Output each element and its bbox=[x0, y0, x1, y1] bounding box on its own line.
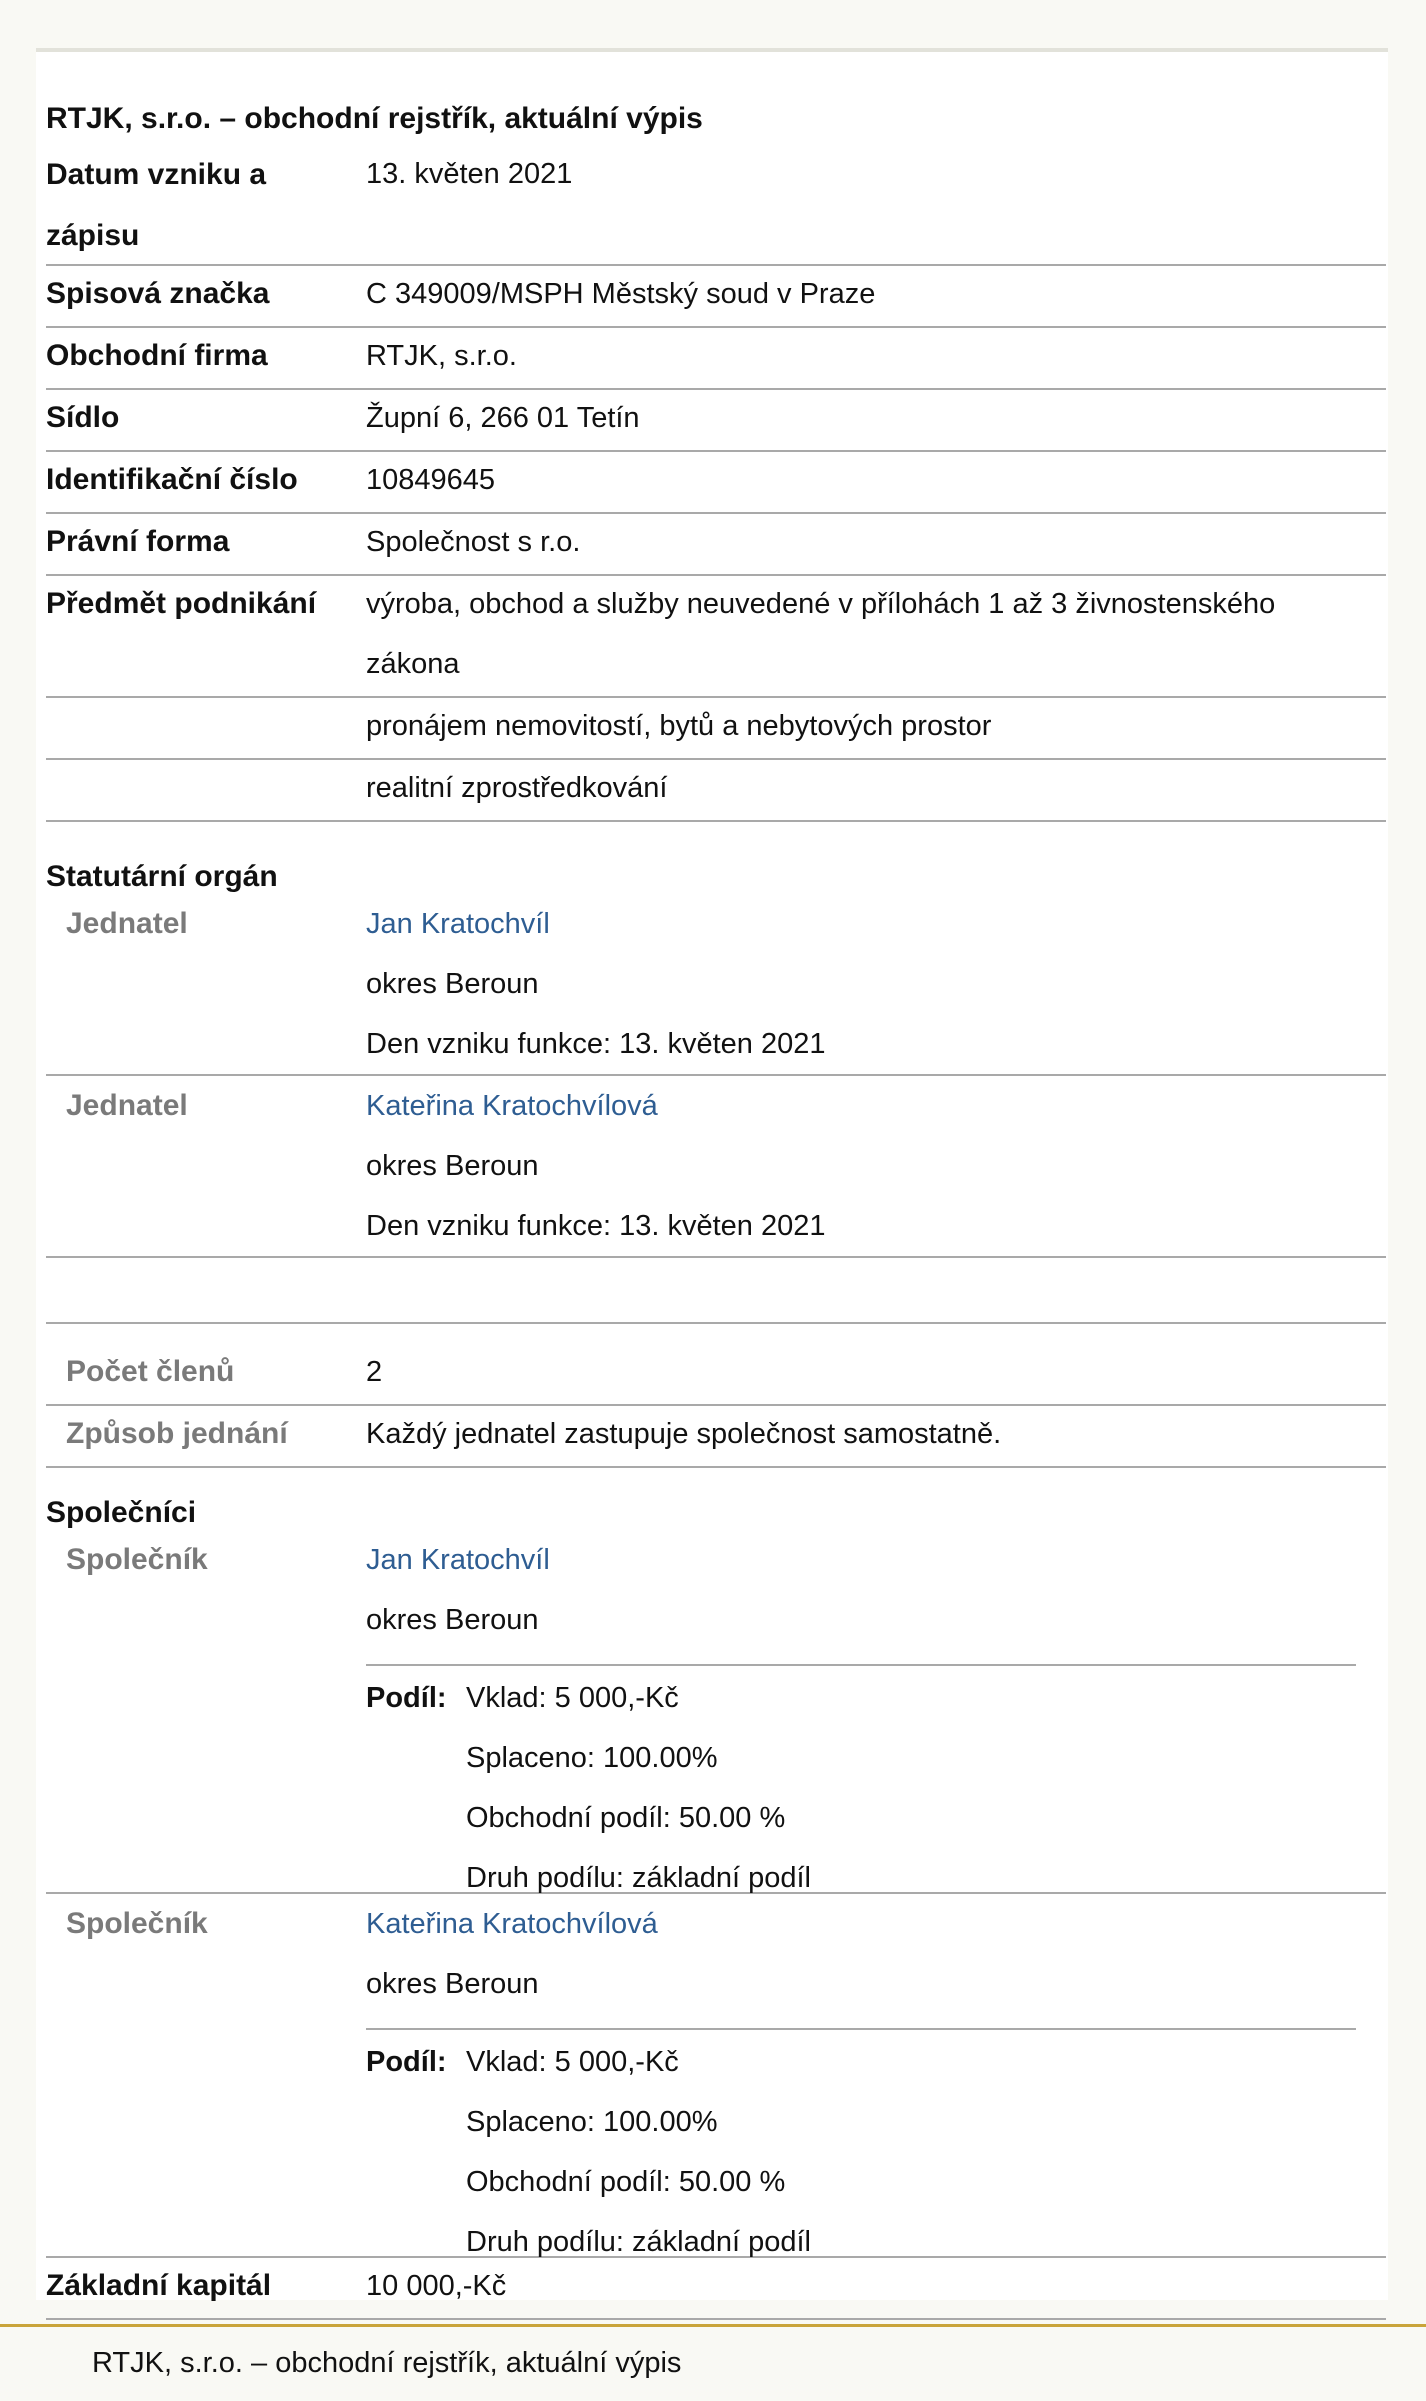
value-kapital: 10 000,-Kč bbox=[366, 2270, 507, 2302]
role-label: Jednatel bbox=[66, 907, 188, 940]
value-pocet: 2 bbox=[366, 1356, 383, 1388]
row-predmet-2 bbox=[46, 696, 1386, 760]
value-sidlo: Župní 6, 266 01 Tetín bbox=[366, 402, 640, 434]
role-label: Společník bbox=[66, 1543, 208, 1576]
podil-obchodni: Obchodní podíl: 50.00 % bbox=[466, 2166, 786, 2198]
row-pocet bbox=[46, 1342, 1386, 1406]
statutarni-member-1 bbox=[46, 894, 1386, 1076]
member-name-link[interactable]: Jan Kratochvíl bbox=[366, 1544, 550, 1576]
member-name-link[interactable]: Kateřina Kratochvílová bbox=[366, 1908, 658, 1940]
role-label: Společník bbox=[66, 1907, 208, 1940]
member-place: okres Beroun bbox=[366, 968, 539, 1000]
member-place: okres Beroun bbox=[366, 1604, 539, 1636]
value-predmet-2: pronájem nemovitostí, bytů a nebytových prostor bbox=[366, 710, 992, 742]
label-pocet: Počet členů bbox=[66, 1355, 235, 1388]
member-since: Den vzniku funkce: 13. květen 2021 bbox=[366, 1210, 826, 1242]
row-predmet-3 bbox=[46, 758, 1386, 822]
label-datum: Datum vzniku a zápisu bbox=[46, 158, 267, 252]
label-kapital: Základní kapitál bbox=[46, 2269, 272, 2302]
label-firma: Obchodní firma bbox=[46, 339, 268, 372]
member-name-link[interactable]: Jan Kratochvíl bbox=[366, 908, 550, 940]
row-kapital bbox=[46, 2256, 1386, 2320]
label-zpusob: Způsob jednání bbox=[66, 1417, 288, 1450]
podil-druh: Druh podílu: základní podíl bbox=[466, 1862, 811, 1894]
section-statutarni: Statutární orgán bbox=[46, 860, 278, 893]
podil-divider bbox=[366, 2028, 1356, 2030]
value-spisova: C 349009/MSPH Městský soud v Praze bbox=[366, 278, 876, 310]
spolecnik-2 bbox=[46, 1894, 1386, 2258]
page-title: RTJK, s.r.o. – obchodní rejstřík, aktuální výpis bbox=[46, 102, 703, 135]
value-forma: Společnost s r.o. bbox=[366, 526, 581, 558]
podil-splaceno: Splaceno: 100.00% bbox=[466, 2106, 718, 2138]
label-spisova: Spisová značka bbox=[46, 277, 270, 310]
section-spolecnici: Společníci bbox=[46, 1496, 197, 1529]
record-card bbox=[36, 48, 1388, 2300]
row-spisova bbox=[46, 264, 1386, 328]
label-sidlo: Sídlo bbox=[46, 401, 120, 434]
podil-splaceno: Splaceno: 100.00% bbox=[466, 1742, 718, 1774]
row-sidlo bbox=[46, 388, 1386, 452]
row-predmet bbox=[46, 574, 1386, 698]
member-name-link[interactable]: Kateřina Kratochvílová bbox=[366, 1090, 658, 1122]
value-zpusob: Každý jednatel zastupuje společnost samostatně. bbox=[366, 1418, 1002, 1450]
row-ic bbox=[46, 450, 1386, 514]
label-ic: Identifikační číslo bbox=[46, 463, 298, 496]
value-ic: 10849645 bbox=[366, 464, 496, 496]
label-predmet: Předmět podnikání bbox=[46, 587, 317, 620]
podil-label: Podíl: bbox=[366, 1682, 447, 1714]
value-predmet-1: výroba, obchod a služby neuvedené v přílohách 1 až 3 živnostenského zákona bbox=[366, 588, 1276, 680]
podil-label: Podíl: bbox=[366, 2046, 447, 2078]
row-zpusob bbox=[46, 1404, 1386, 1468]
spolecnik-1 bbox=[46, 1530, 1386, 1894]
podil-vklad: Vklad: 5 000,-Kč bbox=[466, 2046, 679, 2078]
row-forma bbox=[46, 512, 1386, 576]
divider bbox=[46, 1322, 1386, 1324]
role-label: Jednatel bbox=[66, 1089, 188, 1122]
member-place: okres Beroun bbox=[366, 1150, 539, 1182]
row-firma bbox=[46, 326, 1386, 390]
podil-divider bbox=[366, 1664, 1356, 1666]
footer bbox=[0, 2324, 1426, 2401]
podil-druh: Druh podílu: základní podíl bbox=[466, 2226, 811, 2258]
member-since: Den vzniku funkce: 13. květen 2021 bbox=[366, 1028, 826, 1060]
value-datum: 13. květen 2021 bbox=[366, 158, 573, 190]
label-forma: Právní forma bbox=[46, 525, 230, 558]
value-firma: RTJK, s.r.o. bbox=[366, 340, 517, 372]
row-datum bbox=[46, 142, 1386, 266]
value-predmet-3: realitní zprostředkování bbox=[366, 772, 668, 804]
member-place: okres Beroun bbox=[366, 1968, 539, 2000]
statutarni-member-2 bbox=[46, 1076, 1386, 1258]
podil-vklad: Vklad: 5 000,-Kč bbox=[466, 1682, 679, 1714]
footer-title: RTJK, s.r.o. – obchodní rejstřík, aktuální výpis bbox=[92, 2347, 682, 2379]
podil-obchodni: Obchodní podíl: 50.00 % bbox=[466, 1802, 786, 1834]
